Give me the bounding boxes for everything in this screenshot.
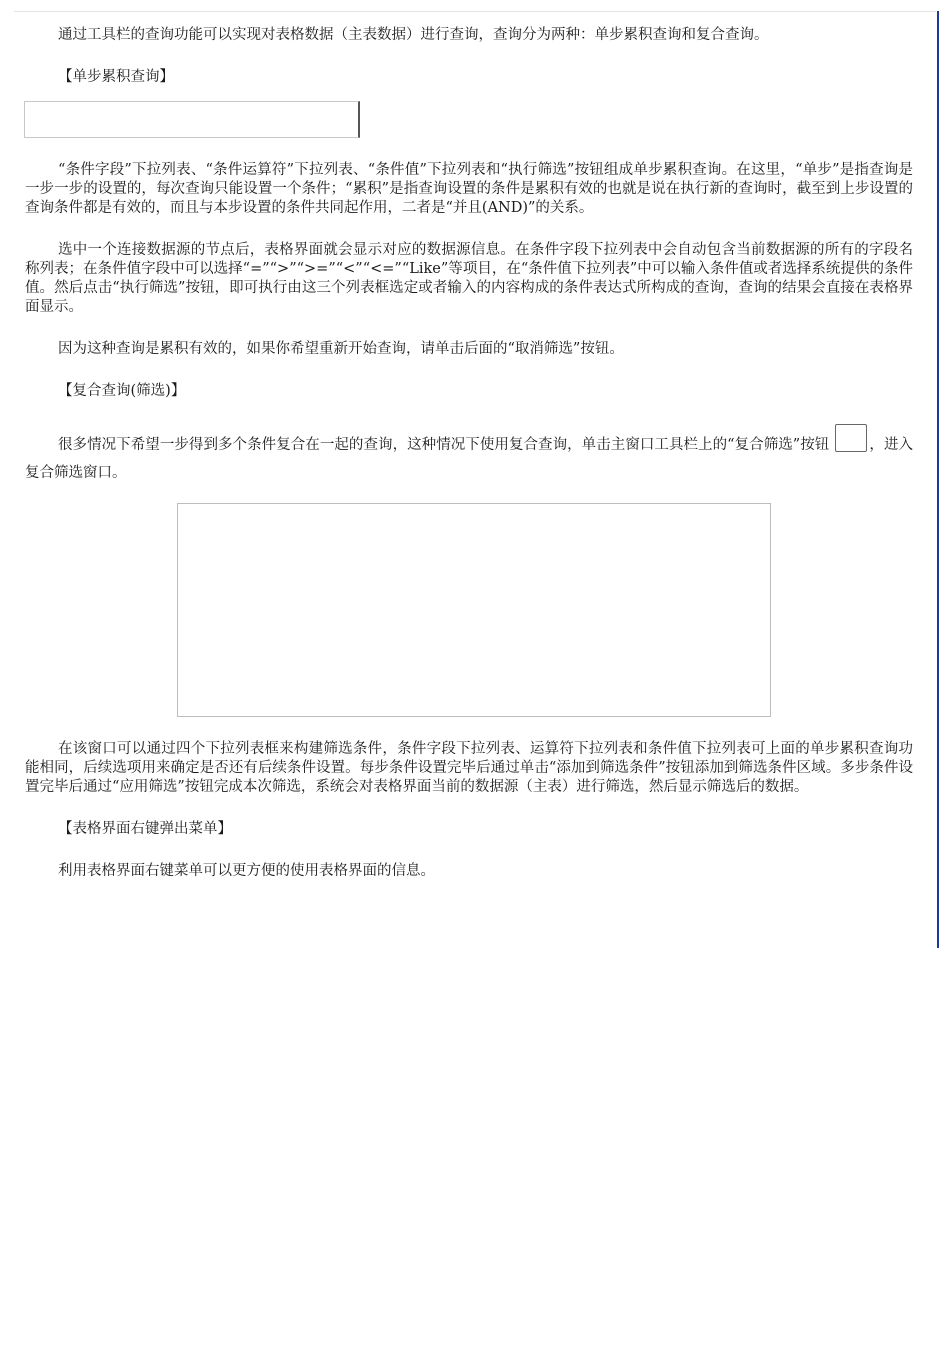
compound-filter-window-image	[177, 503, 771, 717]
heading-compound-query: 【复合查询(筛选)】	[58, 383, 186, 399]
context-menu-paragraph: 利用表格界面右键菜单可以更方便的使用表格界面的信息。	[58, 863, 435, 879]
compound-query-paragraph	[25, 424, 913, 487]
right-border-line	[937, 11, 939, 948]
cancel-filter-note: 因为这种查询是累积有效的，如果你希望重新开始查询，请单击后面的“取消筛选”按钮。	[58, 341, 624, 357]
heading-single-step-query: 【单步累积查询】	[58, 69, 174, 85]
query-toolbar-image	[24, 101, 360, 138]
intro-paragraph: 通过工具栏的查询功能可以实现对表格数据（主表数据）进行查询，查询分为两种：单步累积查询和复合查询。	[58, 27, 769, 43]
compound-text-before: 很多情况下希望一步得到多个条件复合在一起的查询，这种情况下使用复合查询，单击主窗口工具栏上的“复合筛选”按钮	[58, 437, 830, 453]
compound-filter-button-icon	[835, 424, 867, 452]
single-step-description: “条件字段”下拉列表、“条件运算符”下拉列表、“条件值”下拉列表和“执行筛选”按钮组成单步累积查询。在这里，“单步”是指查询是一步一步的设置的，每次查询只能设置一个条件；“累积”是指查询设置的条件是累积有效的也就是说在执行新的查询时，截至到上步设置的查询条件都是有效的，而且与本步设置的条件共同起作用，二者是“并且(AND)”的关系。	[25, 162, 913, 216]
top-divider	[14, 11, 936, 12]
document-body	[25, 26, 913, 881]
compound-text-after: ，进入复合筛选窗口。	[25, 437, 913, 481]
heading-context-menu: 【表格界面右键弹出菜单】	[58, 821, 232, 837]
select-node-paragraph: 选中一个连接数据源的节点后，表格界面就会显示对应的数据源信息。在条件字段下拉列表中会自动包含当前数据源的所有的字段名称列表；在条件值字段中可以选择“=”“>”“>=”“<”“<=”“Like”等项目，在“条件值下拉列表”中可以输入条件值或者选择系统提供的条件值。然后点击“执行筛选”按钮，即可执行由这三个列表框选定或者输入的内容构成的条件表达式所构成的查询，查询的结果会直接在表格界面显示。	[25, 242, 913, 315]
filter-window-paragraph: 在该窗口可以通过四个下拉列表框来构建筛选条件，条件字段下拉列表、运算符下拉列表和条件值下拉列表可上面的单步累积查询功能相同，后续选项用来确定是否还有后续条件设置。每步条件设置完毕后通过单击“添加到筛选条件”按钮添加到筛选条件区域。多步条件设置完毕后通过“应用筛选”按钮完成本次筛选，系统会对表格界面当前的数据源（主表）进行筛选，然后显示筛选后的数据。	[25, 741, 913, 795]
